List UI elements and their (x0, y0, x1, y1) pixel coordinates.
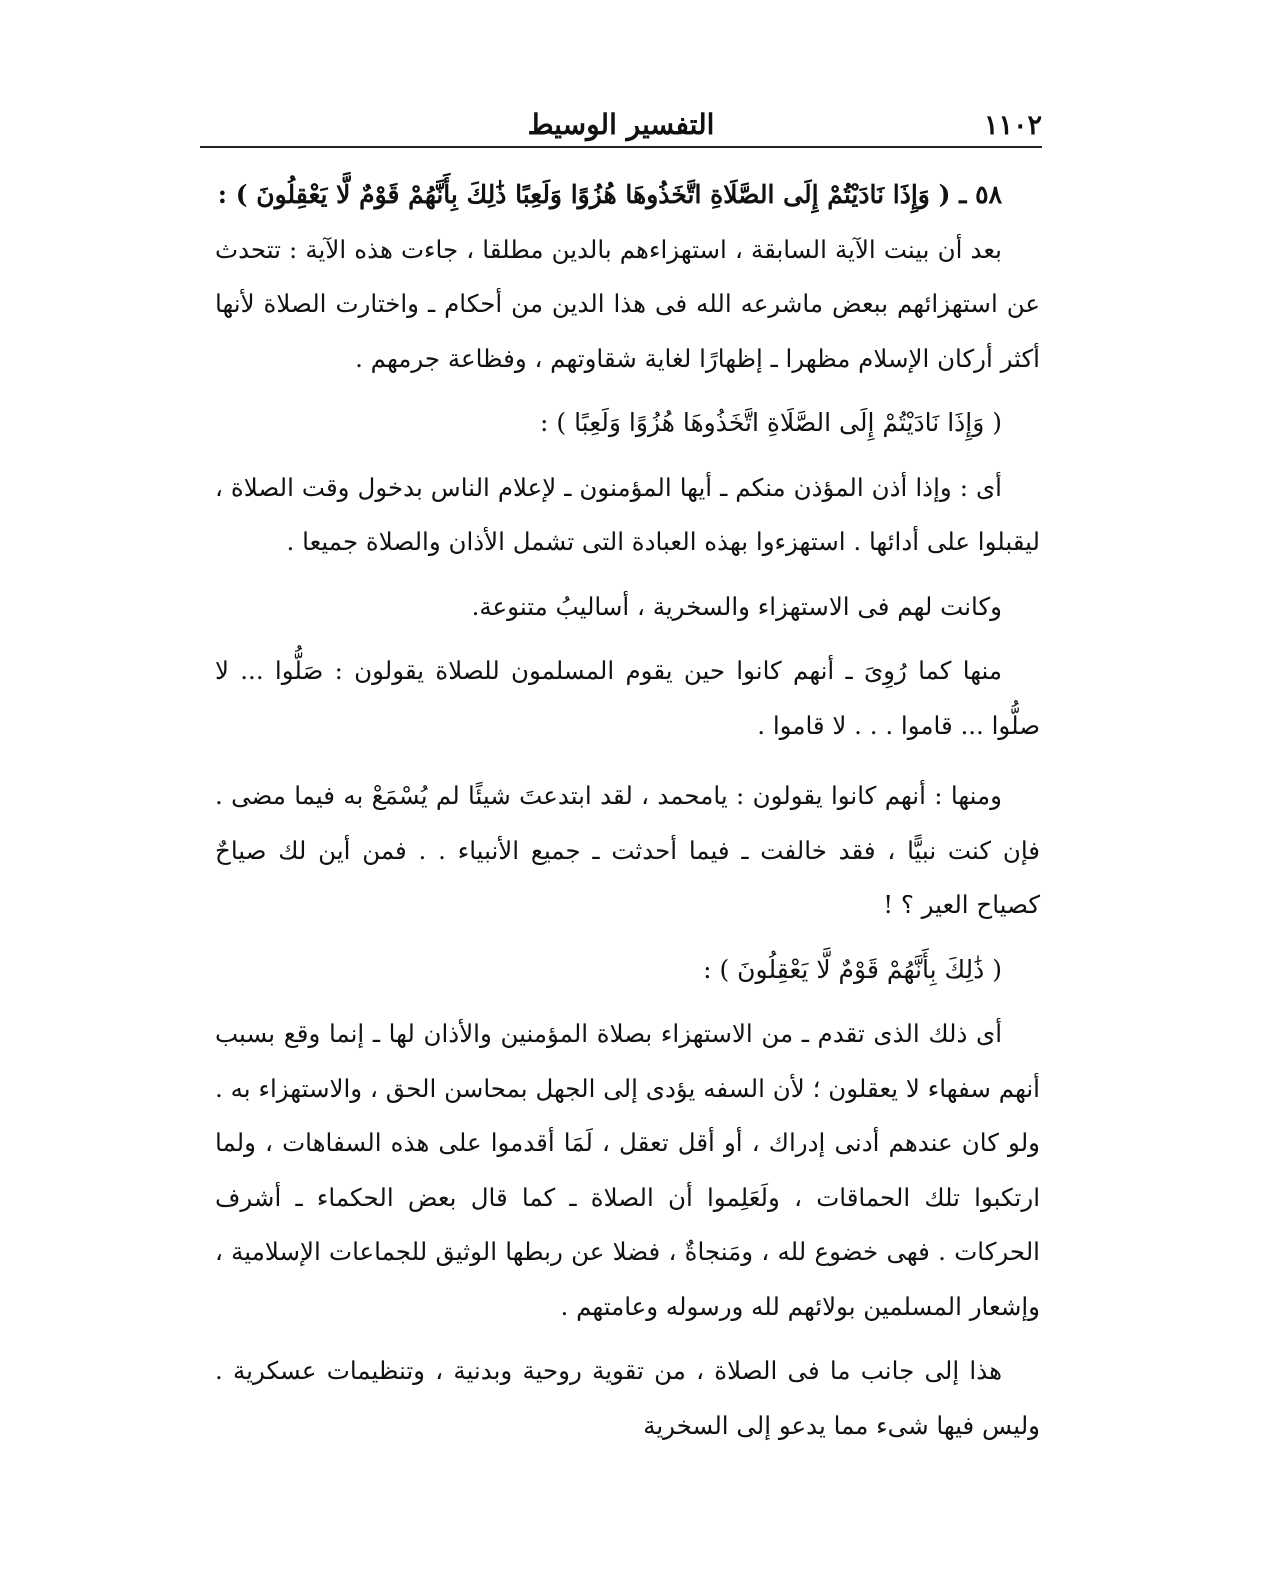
running-title: التفسير الوسيط (527, 108, 715, 141)
verse-quote-1: ( وَإِذَا نَادَيْتُمْ إِلَى الصَّلَاةِ اتَّخَذُوهَا هُزُوًا وَلَعِبًا ) : (540, 408, 1002, 437)
page-header (200, 108, 1042, 144)
header-rule (200, 146, 1042, 148)
paragraph-7: هذا إلى جانب ما فى الصلاة ، من تقوية روحية وبدنية ، وتنظيمات عسكرية . وليس فيها شىء مما يدعو إلى السخرية (215, 1356, 1040, 1440)
paragraph-5: ومنها : أنهم كانوا يقولون : يامحمد ، لقد ابتدعتَ شيئًا لم يُسْمَعْ به فيما مضى . فإن كنت نبيًّا ، فقد خالفت ـ فيما أحدثت ـ جميع الأنبياء . . فمن أين لك صياحٌ كصياح العير ؟ ! (215, 781, 1040, 919)
page-number: ١١٠٢ (983, 110, 1042, 141)
paragraph-3: وكانت لهم فى الاستهزاء والسخرية ، أساليبُ متنوعة. (471, 591, 1002, 621)
paragraph-4: منها كما رُوِىَ ـ أنهم كانوا حين يقوم المسلمون للصلاة يقولون : صَلُّوا ... لا صلُّوا ... قاموا . . . لا قاموا . (215, 656, 1040, 740)
page-body (215, 168, 1040, 1453)
verse-quote-2: ( ذَٰلِكَ بِأَنَّهُمْ قَوْمٌ لَّا يَعْقِلُونَ ) : (703, 954, 1002, 984)
verse-heading: ٥٨ ـ ( وَإِذَا نَادَيْتُمْ إِلَى الصَّلَاةِ اتَّخَذُوهَا هُزُوًا وَلَعِبًا ذَٰلِكَ بِأَنَّهُمْ قَوْمٌ لَّا يَعْقِلُونَ ) : (217, 180, 1002, 209)
paragraph-6: أى ذلك الذى تقدم ـ من الاستهزاء بصلاة المؤمنين والأذان لها ـ إنما وقع بسبب أنهم سفهاء لا يعقلون ؛ لأن السفه يؤدى إلى الجهل بمحاسن الحق ، والاستهزاء به . ولو كان عندهم أدنى إدراك ، أو أقل تعقل ، لَمَا أقدموا على هذه السفاهات ، ولما ارتكبوا تلك الحماقات ، ولَعَلِموا أن الصلاة ـ كما قال بعض الحكماء ـ أشرف الحركات . فهى خضوع لله ، ومَنجاةٌ ، فضلا عن ربطها الوثيق للجماعات الإسلامية ، وإشعار المسلمين بولائهم لله ورسوله وعامتهم . (215, 1019, 1040, 1321)
paragraph-1: بعد أن بينت الآية السابقة ، استهزاءهم بالدين مطلقا ، جاءت هذه الآية : تتحدث عن استهزائهم ببعض ماشرعه الله فى هذا الدين من أحكام ـ واختارت الصلاة لأنها أكثر أركان الإسلام مظهرا ـ إظهارًا لغاية شقاوتهم ، وفظاعة جرمهم . (215, 234, 1040, 373)
paragraph-2: أى : وإذا أذن المؤذن منكم ـ أيها المؤمنون ـ لإعلام الناس بدخول وقت الصلاة ، ليقبلوا على أدائها . استهزءوا بهذه العبادة التى تشمل الأذان والصلاة جميعا . (215, 472, 1040, 556)
